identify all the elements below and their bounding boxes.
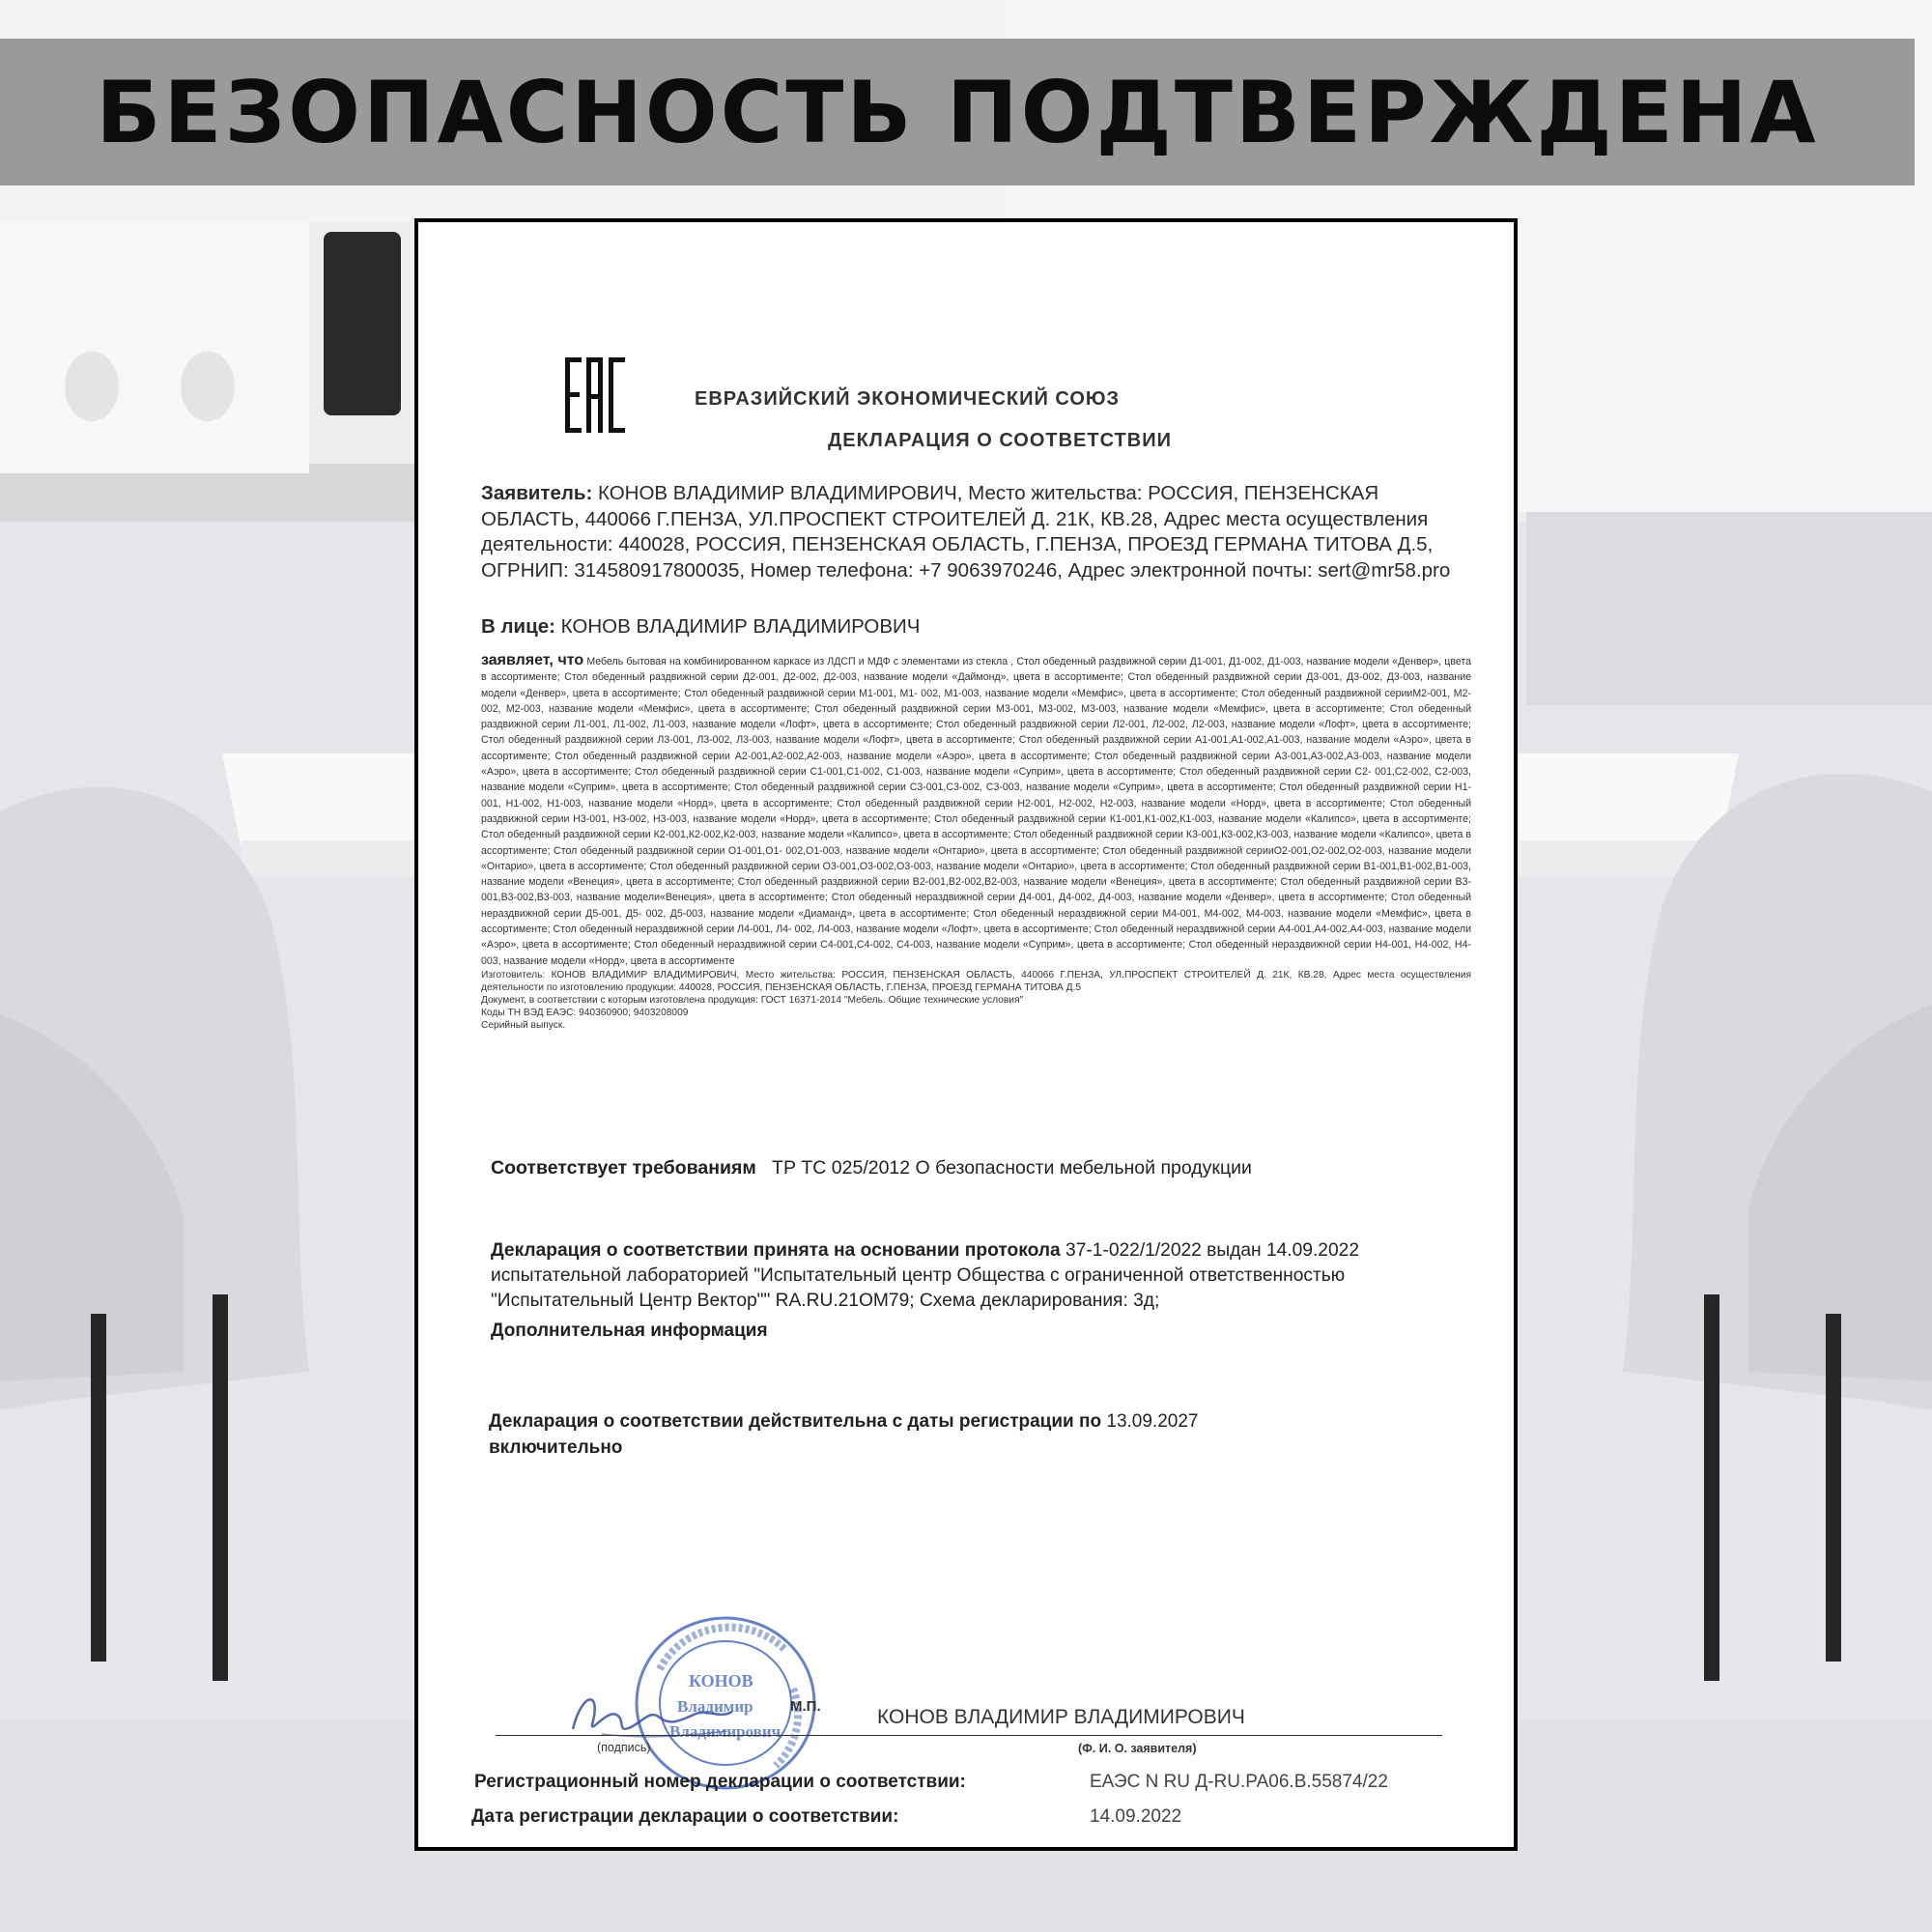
- svg-text:КОНОВ: КОНОВ: [689, 1671, 753, 1690]
- declaration-document: [414, 218, 1518, 1851]
- basis-text: 37-1-022/1/2022 выдан 14.09.2022 испытательной лабораторией "Испытательный центр Общества с ограниченной ответственностью "Испытательный Центр Вектор"" RA.RU.21ОМ79; Схема декларирования: 3д;: [491, 1240, 1359, 1311]
- fio-caption: (Ф. И. О. заявителя): [1078, 1742, 1197, 1755]
- svg-text:Владимирович: Владимирович: [669, 1722, 781, 1741]
- signature-line: [496, 1735, 1442, 1736]
- handwritten-signature: [563, 1681, 737, 1748]
- declares-text: Мебель бытовая на комбинированном каркасе из ЛДСП и МДФ с элементами из стекла , Стол обеденный раздвижной серии Д1-001, Д1-002, Д1-003, название модели «Денвер», цвета в ассортименте; Стол обеденный раздвижной серии Д2-001, Д2-002, Д2-003, название модели «Даймонд», цвета в ассортименте; Стол обеденный раздвижной серии Д3-001, Д3-002, Д3-003, название модели «Денвер», цвета в ассортименте; Стол обеденный раздвижной серии М1-001, М1- 002, М1-003, название модели «Мемфис», цвета в ассортименте; Стол обеденный раздвижной серииМ2-001, М2-002, М2-003, название модели «Мемфис», цвета в ассортименте; Стол обеденный раздвижной серии М3-001, М3-002, М3-003, название модели «Мемфис», цвета в ассортименте; Стол обеденный раздвижной серии Л1-001, Л1-002, Л1-003, название модели «Лофт», цвета в ассортименте; Стол обеденный раздвижной серии Л2-001, Л2-002, Л2-003, название модели «Лофт», цвета в ассортименте; Стол обеденный раздвижной серии Л3-001, Л3-002, Л3-003, название модели «Лофт», цвета в ассортименте; Стол обеденный раздвижной серии А1-001,А1-002,А1-003, название модели «Аэро», цвета в ассортименте; Стол обеденный раздвижной серии А2-001,А2-002,А2-003, название модели «Аэро», цвета в ассортименте; Стол обеденный раздвижной серии А3-001,А3-002,А3-003, название модели «Аэро», цвета в ассортименте; Стол обеденный раздвижной серии С1-001,С1-002, С1-003, название модели «Суприм», цвета в ассортименте; Стол обеденный раздвижной серии С2- 001,С2-002, С2-003, название модели «Суприм», цвета в ассортименте; Стол обеденный раздвижной серии С3-001,С3-002, С3-003, название модели «Суприм», цвета в ассортименте; Стол обеденный раздвижной серии Н1-001, Н1-002, Н1-003, название модели «Норд», цвета в ассортименте; Стол обеденный раздвижной серии Н2-001, Н2-002, Н2-003, название модели «Норд», цвета в ассортименте; Стол обеденный раздвижной серии Н3-001, Н3-002, Н3-003, название модели «Норд», цвета в ассортименте; Стол обеденный раздвижной серии К1-001,К1-002,К1-003, название модели «Калипсо», цвета в ассортименте; Стол обеденный раздвижной серии К2-001,К2-002,К2-003, название модели «Калипсо», цвета в ассортименте; Стол обеденный раздвижной серии К3-001,К3-002,К3-003, название модели «Калипсо», цвета в ассортименте; Стол обеденный раздвижной серии О1-001,О1- 002,О1-003, название модели «Онтарио», цвета в ассортименте; Стол обеденный раздвижной серииО2-001,О2-002,О2-003, название модели «Онтарио», цвета в ассортименте; Стол обеденный раздвижной серии О3-001,О3-002,О3-003, название модели «Онтарио», цвета в ассортименте; Стол обеденный раздвижной серии В1-001,В1-002,В1-003, название модели «Венеция», цвета в ассортименте; Стол обеденный раздвижной серии В2-001,В2-002,В2-003, название модели «Венеция», цвета в ассортименте; Стол обеденный раздвижной серии В3-001,В3-002,В3-003, название модели«Венеция», цвета в ассортименте; Стол обеденный нераздвижной серии Д4-001, Д4-002, Д4-003, название модели «Денвер», цвета в ассортименте; Стол обеденный нераздвижной серии Д5-001, Д5- 002, Д5-003, название модели «Диаманд», цвета в ассортименте; Стол обеденный нераздвижной серии М4-001, М4-002, М4-003, название модели «Мемфис», цвета в ассортименте; Стол обеденный нераздвижной серии Л4-001, Л4- 002, Л4-003, название модели «Лофт», цвета в ассортименте; Стол обеденный нераздвижной серии А4-001,А4-002,А4-003, название модели «Аэро», цвета в ассортименте; Стол обеденный нераздвижной серии С4-001,С4-002, С4-003, название модели «Суприм», цвета в ассортименте; Стол обеденный нераздвижной серии Н4-001, Н4-002, Н4-003, название модели «Норд», цвета в ассортименте: [481, 656, 1471, 967]
- basis-label: Декларация о соответствии принята на основании протокола: [491, 1240, 1061, 1261]
- applicant-label: Заявитель:: [481, 482, 593, 504]
- basis-block: [491, 1238, 1457, 1314]
- applicant-text: КОНОВ ВЛАДИМИР ВЛАДИМИРОВИЧ, Место жительства: РОССИЯ, ПЕНЗЕНСКАЯ ОБЛАСТЬ, 440066 Г.ПЕНЗА, УЛ.ПРОСПЕКТ СТРОИТЕЛЕЙ Д. 21К, КВ.28, Адрес места осуществления деятельности: 440028, РОССИЯ, ПЕНЗЕНСКАЯ ОБЛАСТЬ, Г.ПЕНЗА, ПРОЕЗД ГЕРМАНА ТИТОВА Д.5, ОГРНИП: 314580917800035, Номер телефона: +7 9063970246, Адрес электронной почты: sert@mr58.pro: [481, 482, 1451, 582]
- person-block: [481, 614, 1466, 640]
- svg-text:Владимир: Владимир: [677, 1697, 753, 1716]
- manufacturer-text: Изготовитель: КОНОВ ВЛАДИМИР ВЛАДИМИРОВИЧ, Место жительства: РОССИЯ, ПЕНЗЕНСКАЯ ОБЛАСТЬ, 440066 Г.ПЕНЗА, УЛ.ПРОСПЕКТ СТРОИТЕЛЕЙ Д. 21К, КВ.28, Адрес места осуществления деятельности по изготовлению продукции: 440028, РОССИЯ, ПЕНЗЕНСКАЯ ОБЛАСТЬ, Г.ПЕНЗА, ПРОЕЗД ГЕРМАНА ТИТОВА Д.5: [481, 969, 1471, 993]
- organization-name: ЕВРАЗИЙСКИЙ ЭКОНОМИЧЕСКИЙ СОЮЗ: [695, 388, 1121, 410]
- registration-date: 14.09.2022: [1090, 1806, 1182, 1827]
- applicant-block: [481, 481, 1466, 583]
- document-title: ДЕКЛАРАЦИЯ О СООТВЕТСТВИИ: [828, 430, 1172, 451]
- registration-date-label: Дата регистрации декларации о соответствии:: [471, 1806, 899, 1827]
- validity-date: 13.09.2027: [1106, 1411, 1199, 1432]
- codes-text: Коды ТН ВЭД ЕАЭС: 940360900; 9403208009: [481, 1007, 689, 1018]
- person-label: В лице:: [481, 615, 555, 638]
- declares-label: заявляет, что: [481, 652, 584, 668]
- batch-text: Серийный выпуск.: [481, 1019, 566, 1031]
- validity-label: Декларация о соответствии действительна с даты регистрации по: [489, 1411, 1102, 1432]
- person-text: КОНОВ ВЛАДИМИР ВЛАДИМИРОВИЧ: [560, 615, 921, 638]
- banner: [0, 39, 1915, 185]
- additional-info-label: Дополнительная информация: [491, 1321, 768, 1341]
- signature-caption: (подпись): [597, 1741, 651, 1754]
- validity-block: [489, 1408, 1339, 1461]
- registration-number-label: Регистрационный номер декларации о соответствии:: [474, 1772, 966, 1792]
- eac-mark-icon: [565, 357, 625, 433]
- declares-block: [481, 653, 1471, 1032]
- standard-text: Документ, в соответствии с которым изготовлена продукция: ГОСТ 16371-2014 "Мебель. Общие технические условия": [481, 994, 1024, 1006]
- banner-title: БЕЗОПАСНОСТЬ ПОДТВЕРЖДЕНА: [96, 62, 1819, 162]
- complies-text: ТР ТС 025/2012 О безопасности мебельной продукции: [772, 1157, 1252, 1179]
- validity-suffix: включительно: [489, 1437, 623, 1458]
- mp-label: М.П.: [790, 1698, 821, 1715]
- complies-block: [491, 1157, 1252, 1179]
- complies-label: Соответствует требованиям: [491, 1157, 756, 1179]
- signatory-name: КОНОВ ВЛАДИМИР ВЛАДИМИРОВИЧ: [877, 1706, 1245, 1728]
- registration-number: ЕАЭС N RU Д-RU.РА06.В.55874/22: [1090, 1772, 1388, 1792]
